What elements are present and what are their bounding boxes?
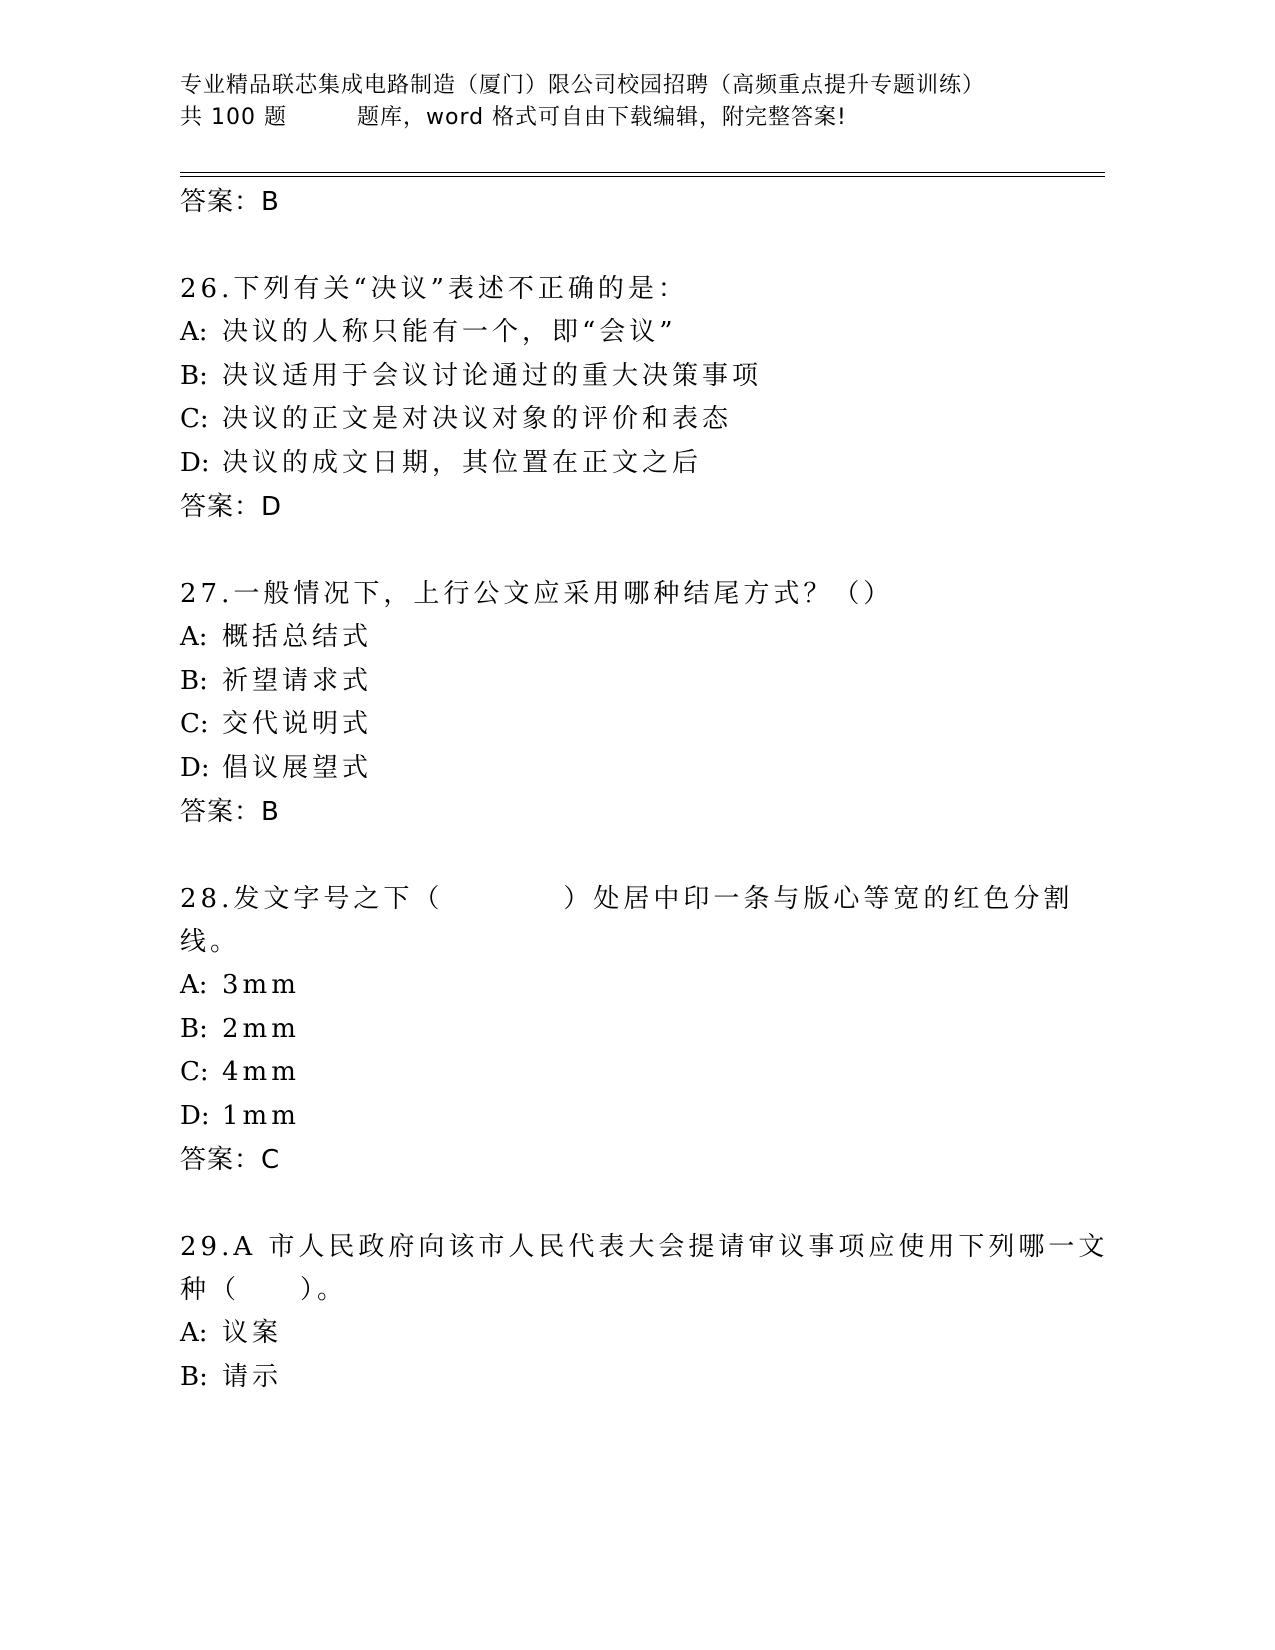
header-question-count: 共 100 题: [180, 105, 287, 130]
option-text: 决议的人称只能有一个，即“会议”: [222, 317, 677, 347]
answer-line: 答案：B: [180, 797, 280, 827]
question-list: [180, 180, 1110, 1399]
answer-line: 答案：B: [180, 187, 280, 217]
option-letter: C:: [180, 404, 209, 434]
option-text: 决议的正文是对决议对象的评价和表态: [222, 404, 733, 434]
question-text: 29.A 市人民政府向该市人民代表大会提请审议事项应使用下列哪一文种（ ）。: [180, 1232, 1109, 1305]
option-text: 4mm: [222, 1057, 300, 1087]
option-letter: D:: [180, 447, 210, 478]
header-title: 专业精品联芯集成电路制造（厦门）限公司校园招聘（高频重点提升专题训练）: [180, 73, 986, 98]
option-letter: C:: [180, 1057, 209, 1087]
option-c: [180, 703, 1110, 747]
question-text: 28.发文字号之下（ ）处居中印一条与版心等宽的红色分割线。: [180, 884, 1074, 957]
option-letter: A:: [180, 317, 208, 347]
header-rule-top: [180, 172, 1105, 173]
option-text: 祈望请求式: [222, 665, 373, 696]
page-header: [180, 70, 1110, 134]
option-text: 3mm: [222, 970, 300, 1000]
option-letter: A:: [180, 1318, 208, 1348]
option-b: [180, 1008, 1110, 1052]
option-d: [180, 442, 1110, 486]
header-rule-bottom: [180, 176, 1105, 177]
option-a: [180, 964, 1110, 1008]
option-b: [180, 1356, 1110, 1400]
option-text: 概括总结式: [222, 622, 373, 652]
option-text: 请示: [222, 1361, 283, 1392]
option-a: [180, 616, 1110, 660]
header-description: 题库，word 格式可自由下载编辑，附完整答案!: [356, 105, 847, 130]
option-c: [180, 1051, 1110, 1095]
option-letter: C:: [180, 709, 209, 739]
option-a: [180, 311, 1110, 355]
option-text: 交代说明式: [222, 709, 373, 739]
option-letter: A:: [180, 970, 208, 1000]
option-letter: B:: [180, 665, 208, 696]
option-text: 1mm: [222, 1100, 300, 1131]
option-b: [180, 660, 1110, 704]
option-text: 决议适用于会议讨论通过的重大决策事项: [222, 360, 763, 391]
option-text: 议案: [222, 1318, 283, 1348]
option-letter: D:: [180, 1100, 210, 1131]
option-text: 决议的成文日期，其位置在正文之后: [222, 447, 703, 478]
option-a: [180, 1312, 1110, 1356]
option-d: [180, 1095, 1110, 1139]
option-d: [180, 747, 1110, 791]
question-text: 27.一般情况下，上行公文应采用哪种结尾方式？（）: [180, 579, 894, 609]
answer-line: 答案：C: [180, 1145, 281, 1175]
option-text: 2mm: [222, 1013, 300, 1044]
option-b: [180, 355, 1110, 399]
option-letter: B:: [180, 1013, 208, 1044]
header-subtitle: [180, 102, 1110, 134]
option-letter: B:: [180, 1361, 208, 1392]
option-c: [180, 398, 1110, 442]
answer-line: 答案：D: [180, 492, 283, 522]
option-text: 倡议展望式: [222, 752, 373, 783]
option-letter: A:: [180, 622, 208, 652]
option-letter: B:: [180, 360, 208, 391]
option-letter: D:: [180, 752, 210, 783]
question-text: 26.下列有关“决议”表述不正确的是：: [180, 274, 688, 304]
